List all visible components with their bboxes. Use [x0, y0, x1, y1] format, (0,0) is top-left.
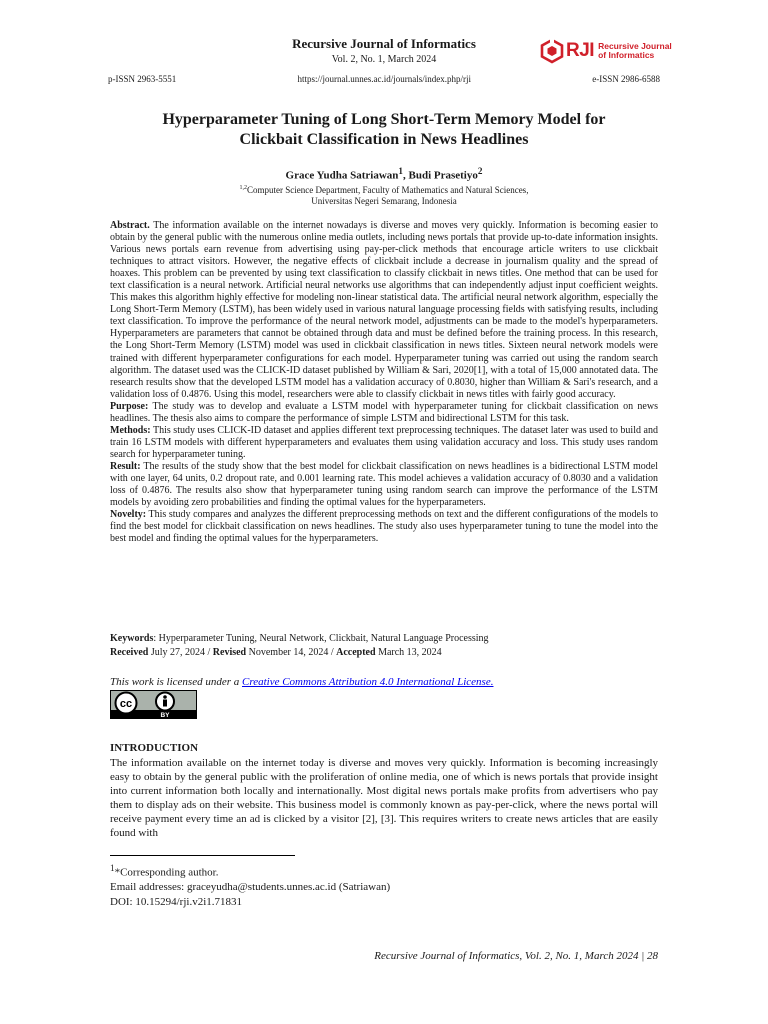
author-separator: ,	[403, 169, 409, 182]
cc-by-badge[interactable]	[110, 690, 197, 719]
footnote-divider	[110, 855, 295, 856]
author-sup: 2	[477, 166, 483, 176]
paper-title-line2: Clickbait Classification in News Headlines	[239, 131, 529, 148]
keywords-label: Keywords	[110, 633, 154, 644]
abstract-label: Abstract.	[110, 220, 150, 231]
doi-note: DOI: 10.15294/rji.v2i1.71831	[110, 895, 242, 908]
methods-paragraph	[110, 425, 658, 461]
received-date: July 27, 2024 /	[148, 647, 213, 658]
author-name: Budi Prasetiyo	[408, 169, 478, 182]
journal-volume: Vol. 2, No. 1, March 2024	[331, 54, 437, 65]
license-line	[110, 676, 493, 688]
abstract-section	[110, 220, 658, 545]
journal-url[interactable]: https://journal.unnes.ac.id/journals/index.php/rji	[297, 74, 471, 84]
result-label: Result:	[110, 460, 141, 472]
introduction-paragraph: The information available on the internet today is diverse and moves very quickly. Information is becoming increasingly easy to obtain by the general public with the proliferation of online media, one of which is news portals that provide insight into current information both locally and internationally. Most digital news portals make profits from advertisers who pay them to display ads on their website. This business model is commonly known as pay-per-click, where the news portal will receive payment every time an ad is clicked by a visitor [2], [3]. This requires writers to create news articles that are easily found with	[110, 757, 658, 840]
license-link[interactable]: Creative Commons Attribution 4.0 International License.	[242, 676, 494, 688]
affiliation-line2: Universitas Negeri Semarang, Indonesia	[311, 196, 457, 206]
introduction-heading: INTRODUCTION	[110, 742, 199, 754]
methods-label: Methods:	[110, 424, 151, 436]
cc-badge-graphic	[111, 691, 196, 718]
revised-label: Revised	[212, 647, 247, 658]
keywords-text: : Hyperparameter Tuning, Neural Network, Clickbait, Natural Language Processing	[153, 633, 489, 644]
author-name: Grace Yudha Satriawan	[285, 169, 399, 182]
accepted-date: March 13, 2024	[375, 647, 442, 658]
revised-date: November 14, 2024 /	[246, 647, 337, 658]
dates-line	[110, 646, 658, 660]
purpose-text: The study was to develop and evaluate a LSTM model with hyperparameter tuning for clickbait classification on news headlines. The thesis also aims to compare the performance of simple LSTM and bidirectional LSTM for this task.	[110, 400, 658, 424]
e-issn: e-ISSN 2986-6588	[592, 74, 660, 84]
journal-title: Recursive Journal of Informatics	[292, 36, 476, 51]
corresponding-note	[110, 861, 390, 880]
purpose-paragraph	[110, 401, 658, 425]
footnotes	[110, 861, 390, 909]
accepted-label: Accepted	[336, 647, 376, 658]
abstract-text: The information available on the internet nowadays is diverse and moves very quickly. Information is becoming easier to obtain by the general public with the numerous online media outlets, including news portals that provide up-to-date information insights. Various news portals earn revenue from advertising using pay-per-click methods that encourage article writers to use clickbait techniques to attract visitors. However, the negative effects of clickbait include a decrease in journalism quality and the spread of hoaxes. This problem can be prevented by using text classification to classify clickbait in news titles. One method that can be used for text classification is a neural network. Artificial neural networks use algorithms that can independently adjust input coefficient weights. This makes this algorithm highly effective for modeling non-linear statistical data. The artificial neural network algorithm, especially the Long Short-Term Memory (LSTM), has been widely used in various natural language processing fields with satisfying results, including text classification. To improve the performance of the neural network model, adjustments can be made to the model's hyperparameters. Hyperparameters are parameters that cannot be obtained through data and must be defined before the training process. In this research, the Long Short-Term Memory (LSTM) model was used in clickbait classification in news titles. Sixteen neural network models were trained with different hyperparameter configurations for each model. Hyperparameter tuning was carried out using the random search algorithm. The dataset used was the CLICK-ID dataset published by William & Sari, 2020[1], with a total of 15,000 annotated data. The research results show that the developed LSTM model has a validation accuracy of 0.8030, higher than William & Sari's research, and a validation loss of 0.4876. Using this model, researchers were able to classify clickbait in news titles with fairly good accuracy.	[110, 220, 658, 400]
abstract-paragraph	[110, 220, 658, 401]
paper-title-line1: Hyperparameter Tuning of Long Short-Term Memory Model for	[162, 111, 606, 128]
logo-subtitle-line2: of Informatics	[598, 50, 655, 60]
methods-text: This study uses CLICK-ID dataset and applies different text preprocessing techniques. The dataset later was used to build and train 16 LSTM models with different hyperparameters and evaluates them using validation accuracy and loss. This study uses random search for hyperparameter tuning.	[110, 424, 658, 460]
rji-hexagon-icon	[540, 38, 564, 64]
page-footer: Recursive Journal of Informatics, Vol. 2, No. 1, March 2024 | 28	[374, 950, 658, 962]
keywords-line	[110, 632, 658, 646]
result-paragraph	[110, 461, 658, 509]
cc-symbol-text: cc	[119, 698, 133, 710]
author-sup: 1	[398, 166, 403, 176]
logo-subtitle	[598, 42, 672, 60]
affiliation-sup: 1,2	[239, 185, 248, 191]
received-label: Received	[110, 647, 149, 658]
novelty-paragraph	[110, 509, 658, 545]
novelty-text: This study compares and analyzes the different preprocessing methods on text and the different configurations of the models to find the best model for clickbait classification on news headlines. The study also uses hyperparameter tuning to tune the model into the best model and finding the optimal values for the hyperparameters.	[110, 509, 658, 545]
affiliation-line1: Computer Science Department, Faculty of Mathematics and Natural Sciences,	[247, 185, 529, 195]
license-prefix: This work is licensed under a	[110, 676, 242, 688]
rji-logo	[540, 38, 672, 64]
by-label-text: BY	[160, 712, 170, 718]
novelty-label: Novelty:	[110, 509, 147, 521]
result-text: The results of the study show that the best model for clickbait classification on news headlines is a bidirectional LSTM model with one layer, 64 units, 0.2 dropout rate, and 0.001 learning rate. This model achieves a validation accuracy of 0.8030 and a validation loss of 0.4876. The results also show that hyperparameter tuning using random search can improve the performance of the LSTM models by avoiding zero probabilities and finding the optimal values for the hyperparameters.	[110, 460, 658, 509]
logo-subtitle-line1: Recursive Journal	[598, 41, 672, 51]
p-issn: p-ISSN 2963-5551	[108, 74, 177, 84]
corresponding-text: *Corresponding author.	[114, 866, 219, 879]
purpose-label: Purpose:	[110, 400, 149, 412]
keywords-block	[110, 632, 658, 660]
affiliation	[0, 183, 768, 207]
footnote-sup: 1	[110, 863, 115, 873]
issn-line	[108, 74, 660, 84]
authors	[0, 166, 768, 182]
email-note: Email addresses: graceyudha@students.unnes.ac.id (Satriawan)	[110, 881, 391, 894]
logo-text: RJI	[566, 40, 595, 61]
paper-title	[110, 110, 658, 150]
